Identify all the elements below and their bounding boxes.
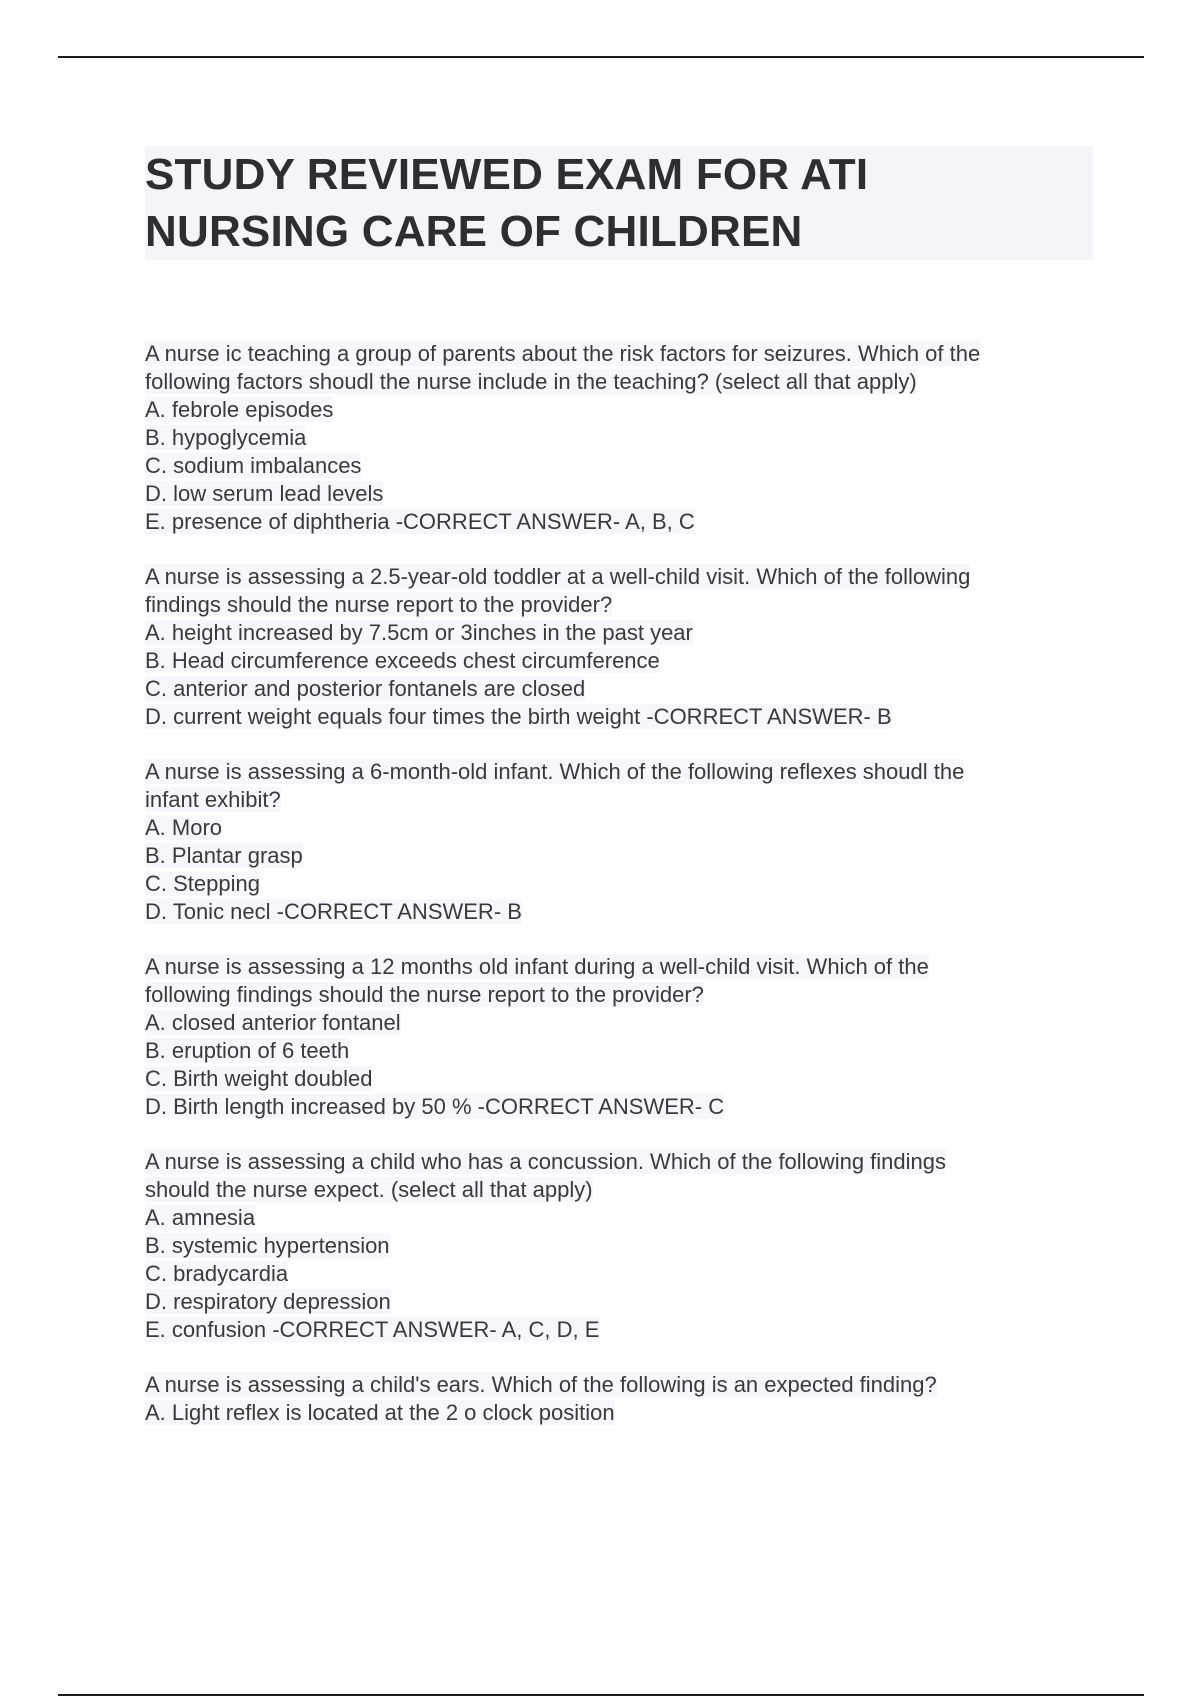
answer-option: C. bradycardia (145, 1261, 289, 1286)
answer-option: A. closed anterior fontanel (145, 1010, 401, 1035)
question-line: A nurse ic teaching a group of parents about the risk factors for seizures. Which of the (145, 341, 981, 366)
title-line: STUDY REVIEWED EXAM FOR ATI (145, 150, 869, 199)
answer-option: E. presence of diphtheria -CORRECT ANSWER- A, B, C (145, 509, 695, 534)
answer-option: B. systemic hypertension (145, 1233, 390, 1258)
answer-option: D. current weight equals four times the birth weight -CORRECT ANSWER- B (145, 704, 892, 729)
question-line: A nurse is assessing a 2.5-year-old toddler at a well-child visit. Which of the following (145, 564, 971, 589)
title-line: NURSING CARE OF CHILDREN (145, 207, 803, 256)
answer-option: C. Birth weight doubled (145, 1066, 373, 1091)
answer-option: A. height increased by 7.5cm or 3inches in the past year (145, 620, 693, 645)
answer-option: B. hypoglycemia (145, 425, 307, 450)
answer-option: D. respiratory depression (145, 1289, 391, 1314)
question-line: following factors shoudl the nurse include in the teaching? (select all that apply) (145, 369, 917, 394)
question-block (145, 340, 1085, 536)
top-rule (58, 56, 1144, 58)
question-line: following findings should the nurse report to the provider? (145, 982, 704, 1007)
question-block (145, 758, 1085, 926)
question-block (145, 1371, 1085, 1427)
question-block (145, 563, 1085, 731)
question-line: A nurse is assessing a child's ears. Which of the following is an expected finding? (145, 1372, 937, 1397)
answer-option: C. anterior and posterior fontanels are closed (145, 676, 586, 701)
answer-option: D. Tonic necl -CORRECT ANSWER- B (145, 899, 522, 924)
question-block (145, 953, 1085, 1121)
question-line: should the nurse expect. (select all that apply) (145, 1177, 593, 1202)
answer-option: B. Head circumference exceeds chest circumference (145, 648, 660, 673)
answer-option: D. Birth length increased by 50 % -CORRECT ANSWER- C (145, 1094, 725, 1119)
answer-option: E. confusion -CORRECT ANSWER- A, C, D, E (145, 1317, 600, 1342)
answer-option: A. amnesia (145, 1205, 256, 1230)
document-title (145, 146, 1093, 260)
question-line: A nurse is assessing a 12 months old infant during a well-child visit. Which of the (145, 954, 929, 979)
bottom-rule (58, 1694, 1144, 1696)
question-line: A nurse is assessing a child who has a concussion. Which of the following findings (145, 1149, 946, 1174)
answer-option: D. low serum lead levels (145, 481, 384, 506)
answer-option: A. febrole episodes (145, 397, 334, 422)
questions-list (145, 340, 1085, 1454)
answer-option: A. Light reflex is located at the 2 o clock position (145, 1400, 615, 1425)
answer-option: B. Plantar grasp (145, 843, 303, 868)
title-block (145, 146, 1093, 260)
question-block (145, 1148, 1085, 1344)
question-line: A nurse is assessing a 6-month-old infant. Which of the following reflexes shoudl the (145, 759, 965, 784)
answer-option: A. Moro (145, 815, 223, 840)
question-line: infant exhibit? (145, 787, 281, 812)
answer-option: B. eruption of 6 teeth (145, 1038, 350, 1063)
answer-option: C. Stepping (145, 871, 260, 896)
question-line: findings should the nurse report to the provider? (145, 592, 613, 617)
answer-option: C. sodium imbalances (145, 453, 362, 478)
